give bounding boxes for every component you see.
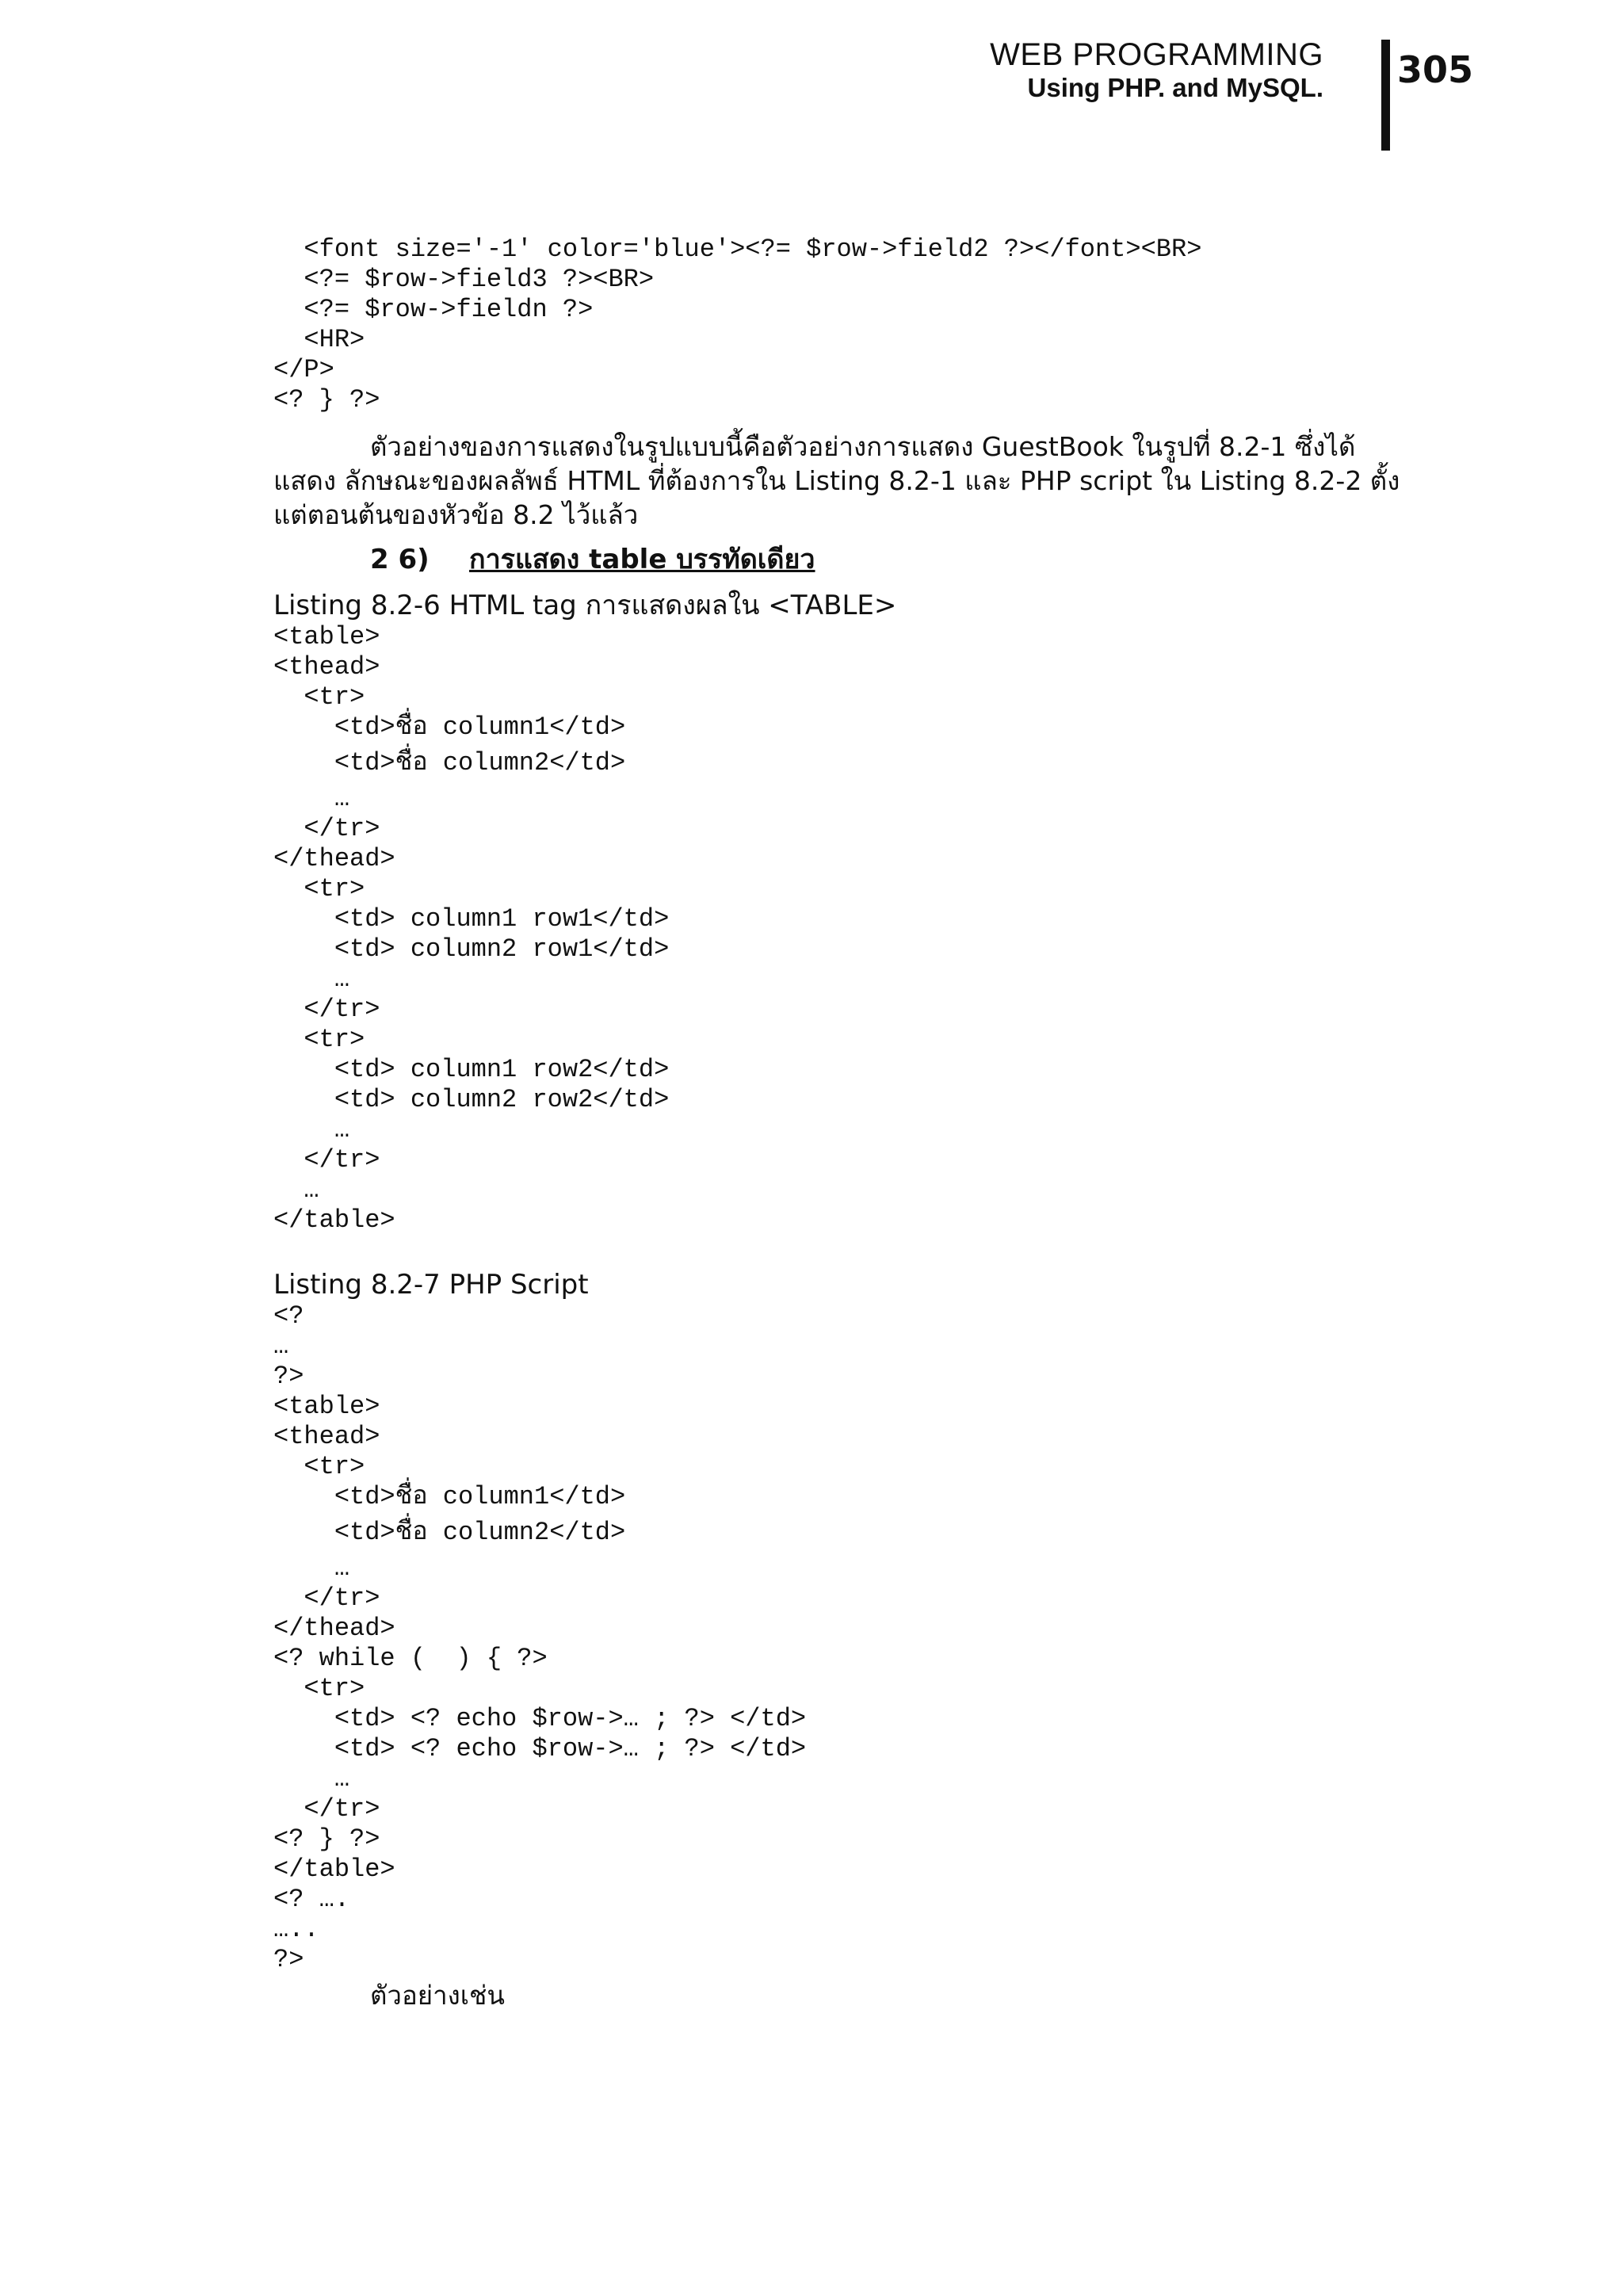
paragraph-line: แต่ตอนต้นของหัวข้อ 8.2 ไว้แล้ว bbox=[273, 499, 639, 530]
code-line: </table> bbox=[273, 1205, 395, 1235]
code-line: <td> <? echo $row->… ; ?> </td> bbox=[273, 1734, 807, 1763]
code-line: <td> <? echo $row->… ; ?> </td> bbox=[273, 1704, 807, 1733]
code-line: <table> bbox=[273, 1392, 380, 1421]
code-line: <td> column1 row2</td> bbox=[273, 1055, 670, 1084]
code-line: <? } ?> bbox=[273, 1824, 380, 1854]
code-line: </table> bbox=[273, 1855, 395, 1884]
header-divider-bar bbox=[1381, 40, 1390, 151]
code-line: </thead> bbox=[273, 844, 395, 873]
code-line: <tr> bbox=[273, 874, 365, 904]
code-line: </tr> bbox=[273, 1584, 380, 1613]
code-line: <? } ?> bbox=[273, 385, 380, 415]
running-header bbox=[990, 36, 1323, 103]
code-line: </tr> bbox=[273, 995, 380, 1024]
code-line: <? bbox=[273, 1301, 304, 1331]
code-line: <td>ชื่อ column1</td> bbox=[273, 712, 626, 742]
code-line: <thead> bbox=[273, 652, 380, 682]
code-line: <tr> bbox=[273, 1452, 365, 1481]
code-listing-php bbox=[273, 1301, 806, 1975]
code-line: ?> bbox=[273, 1945, 304, 1974]
paragraph-text: ตัวอย่างเช่น bbox=[370, 1980, 505, 2011]
code-line: <? while ( ) { ?> bbox=[273, 1644, 548, 1673]
code-line: … bbox=[273, 1331, 289, 1361]
listing-caption: Listing 8.2-7 PHP Script bbox=[273, 1269, 589, 1301]
code-line: <tr> bbox=[273, 1674, 365, 1703]
page-number: 305 bbox=[1397, 48, 1474, 91]
listing-caption: Listing 8.2-6 HTML tag การแสดงผลใน <TABLE> bbox=[273, 590, 897, 621]
code-line: ?> bbox=[273, 1362, 304, 1391]
code-block-continuation bbox=[273, 235, 1201, 415]
section-title: การแสดง table บรรทัดเดียว bbox=[469, 544, 815, 575]
code-line: … bbox=[273, 1553, 350, 1583]
section-number: 2 6) bbox=[370, 544, 430, 575]
code-line: … bbox=[273, 1175, 319, 1205]
code-line: <td>ชื่อ column2</td> bbox=[273, 748, 626, 777]
code-listing-html bbox=[273, 622, 669, 1236]
paragraph-line bbox=[273, 1978, 1438, 2012]
code-line: … bbox=[273, 1115, 350, 1144]
code-line: </tr> bbox=[273, 814, 380, 843]
section-heading bbox=[370, 542, 815, 577]
code-line: <tr> bbox=[273, 1025, 365, 1054]
code-line: ….. bbox=[273, 1915, 319, 1944]
book-subtitle: Using PHP. and MySQL. bbox=[1027, 73, 1323, 102]
body-paragraph bbox=[273, 430, 1438, 532]
book-title: WEB PROGRAMMING bbox=[990, 37, 1323, 72]
code-line: <td> column2 row1</td> bbox=[273, 934, 670, 964]
code-line: … bbox=[273, 784, 350, 813]
body-paragraph bbox=[273, 1978, 1438, 2012]
code-line: <?= $row->fieldn ?> bbox=[273, 295, 594, 324]
code-line: <HR> bbox=[273, 325, 365, 354]
code-line: <? …. bbox=[273, 1885, 350, 1914]
code-line: </thead> bbox=[273, 1614, 395, 1643]
paragraph-line: แสดง ลักษณะของผลลัพธ์ HTML ที่ต้องการใน Listing 8.2-1 และ PHP script ใน Listing 8.2-2 ตั้ง bbox=[273, 465, 1400, 496]
code-line: <thead> bbox=[273, 1422, 380, 1451]
code-line: <tr> bbox=[273, 682, 365, 712]
code-line: … bbox=[273, 965, 350, 994]
code-line: <?= $row->field3 ?><BR> bbox=[273, 265, 655, 294]
code-line: <td> column2 row2</td> bbox=[273, 1085, 670, 1114]
code-line: <font size='-1' color='blue'><?= $row->field2 ?></font><BR> bbox=[273, 235, 1202, 264]
code-line: <td>ชื่อ column2</td> bbox=[273, 1518, 626, 1547]
paragraph-line bbox=[273, 430, 1438, 464]
code-line: </tr> bbox=[273, 1794, 380, 1824]
code-line: </P> bbox=[273, 355, 334, 384]
code-line: <table> bbox=[273, 622, 380, 651]
paragraph-text: ตัวอย่างของการแสดงในรูปแบบนี้คือตัวอย่างการแสดง GuestBook ในรูปที่ 8.2-1 ซึ่งได้ bbox=[370, 431, 1356, 462]
code-line: … bbox=[273, 1764, 350, 1794]
code-line: </tr> bbox=[273, 1145, 380, 1175]
code-line: <td>ชื่อ column1</td> bbox=[273, 1482, 626, 1511]
code-line: <td> column1 row1</td> bbox=[273, 904, 670, 934]
